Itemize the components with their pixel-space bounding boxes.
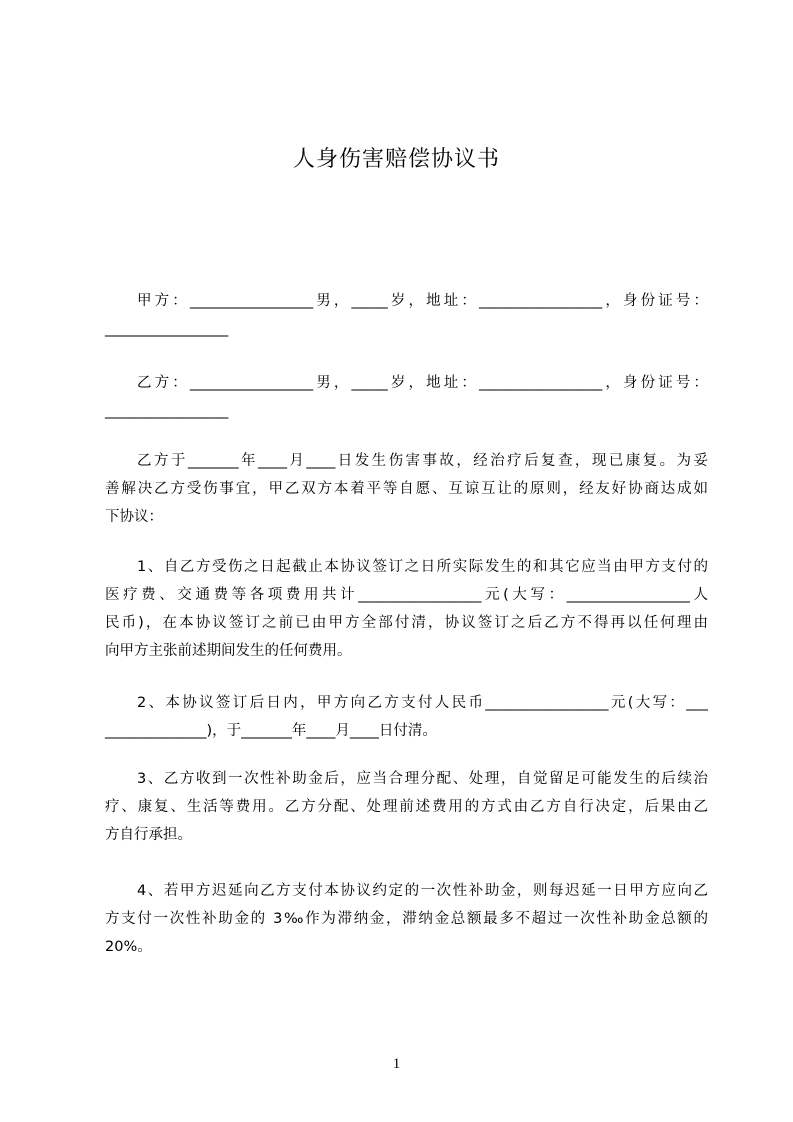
clause-1-line: 向甲方主张前述期间发生的任何费用。	[105, 643, 352, 659]
clause-4-line: 方支付一次性补助金的 3‰作为滞纳金，滞纳金总额最多不超过一次性补助金总额的	[105, 911, 708, 927]
clause-1-line: 民币)，在本协议签订之前已由甲方全部付清，协议签订之后乙方不得再以任何理由	[105, 615, 708, 631]
clause-1-line: 医疗费、交通费等各项费用共计_________________元(大写：_________________人	[105, 587, 708, 603]
clause-2-line: 2、本协议签订后日内，甲方向乙方支付人民币_________________元(大写：___	[137, 695, 708, 711]
party-b-id-blank: _________________	[105, 403, 229, 419]
party-b-line: 乙方：_________________男，_____岁，地址：_________________，身份证号：	[137, 375, 708, 391]
party-a-id-blank: _________________	[105, 321, 229, 337]
clause-4-line: 4、若甲方迟延向乙方支付本协议约定的一次性补助金，则每迟延一日甲方应向乙	[137, 883, 708, 899]
intro-line: 善解决乙方受伤事宜，甲乙双方本着平等自愿、互谅互让的原则，经友好协商达成如	[105, 481, 708, 497]
clause-3-line: 方自行承担。	[105, 827, 192, 843]
page-number: 1	[392, 1056, 401, 1072]
intro-line: 下协议：	[105, 509, 163, 525]
clause-2-line: ______________)，于_______年____月____日付清。	[105, 723, 437, 739]
party-a-line: 甲方：_________________男，_____岁，地址：_________________，身份证号：	[137, 293, 708, 309]
clause-3-line: 疗、康复、生活等费用。乙方分配、处理前述费用的方式由乙方自行决定，后果由乙	[105, 799, 708, 815]
intro-line: 乙方于_______年____月____日发生伤害事故，经治疗后复查，现已康复。为妥	[137, 453, 708, 469]
document-title: 人身伤害赔偿协议书	[292, 147, 500, 172]
clause-1-line: 1、自乙方受伤之日起截止本协议签订之日所实际发生的和其它应当由甲方支付的	[137, 559, 708, 575]
clause-4-line: 20%。	[105, 939, 152, 955]
clause-3-line: 3、乙方收到一次性补助金后，应当合理分配、处理，自觉留足可能发生的后续治	[137, 771, 708, 787]
